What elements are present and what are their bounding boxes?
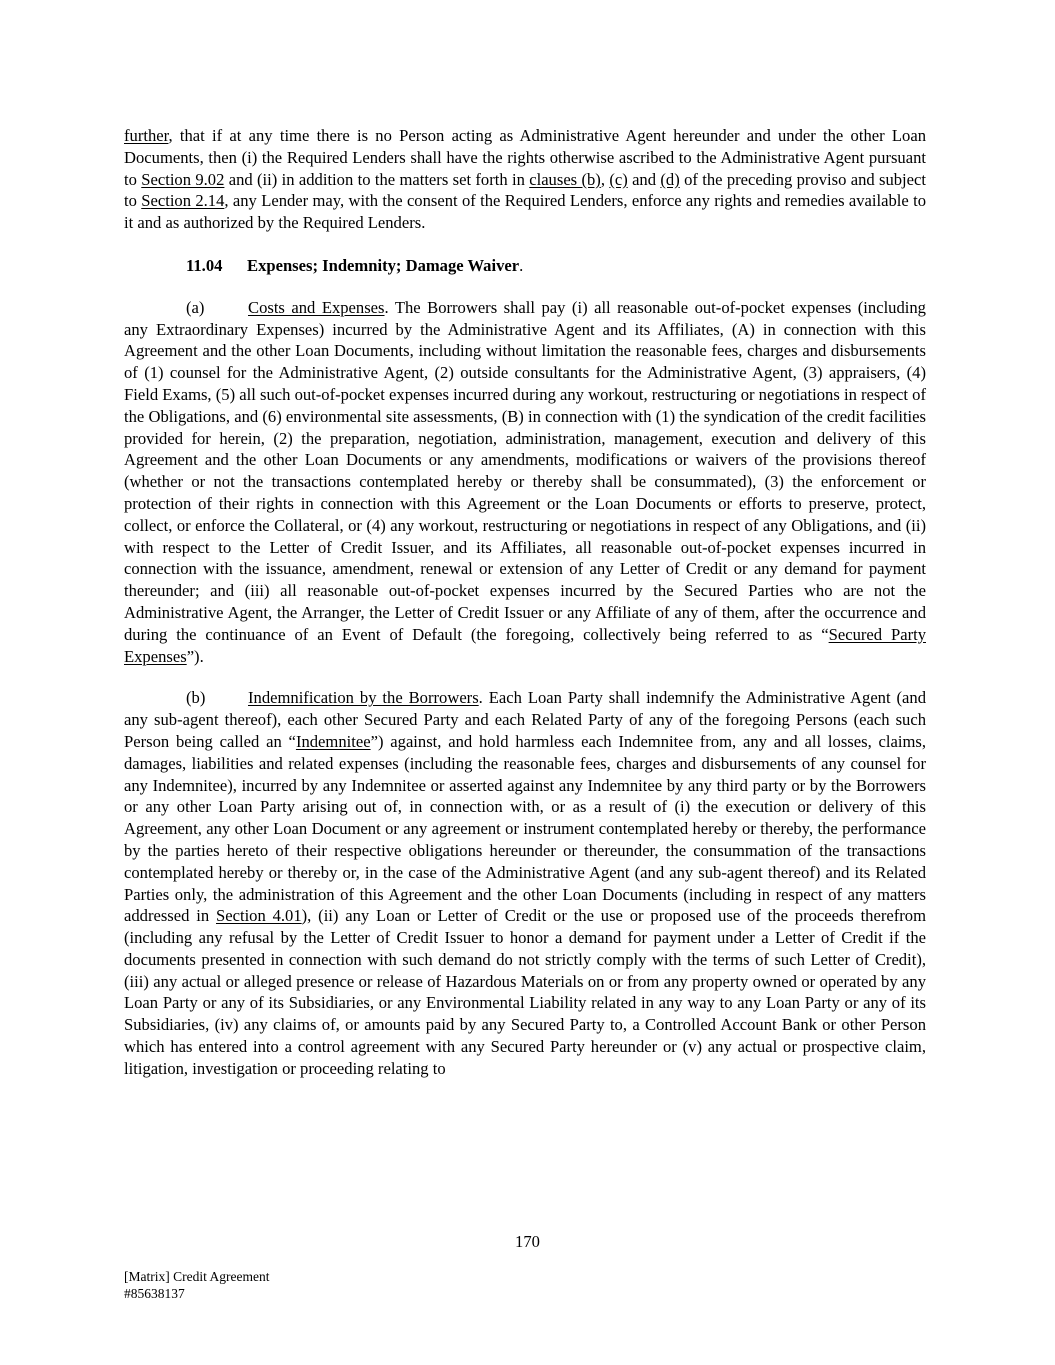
paragraph-a: (a) Costs and Expenses. The Borrowers shall pay (i) all reasonable out-of-pocket expenses (including any Extraordinary Expenses) incurred by the Administrative Agent and its Affiliates, (A) in connection with this Agreement and the other Loan Documents, including without limitation the reasonable fees, charges and disbursements of (1) counsel for the Administrative Agent, (2) outside consultants for the Administrative Agent, (3) appraisers, (4) Field Exams, (5) all such out-of-pocket expenses incurred during any workout, restructuring or negotiations in respect of the Obligations, and (6) environmental site assessments, (B) in connection with (1) the syndication of the credit facilities provided for herein, (2) the preparation, negotiation, administration, management, execution and delivery of this Agreement and the other Loan Documents or any amendments, modifications or waivers of the provisions thereof (whether or not the transactions contemplated hereby or thereby shall be consummated), (3) the enforcement or protection of their rights in connection with this Agreement or the Loan Documents or efforts to preserve, protect, collect, or enforce the Collateral, or (4) any workout, restructuring or negotiations in respect of any Obligations, and (ii) with respect to the Letter of Credit Issuer, and its Affiliates, all reasonable out-of-pocket expenses incurred in connection with the issuance, amendment, renewal or extension of any Letter of Credit or any demand for payment thereunder; and (iii) all reasonable out-of-pocket expenses incurred by the Secured Parties who are not the Administrative Agent, the Arranger, the Letter of Credit Issuer or any Affiliate of any of them, after the occurrence and during the continuance of an Event of Default (the foregoing, collectively being referred to as “Secured Party Expenses”). [124,297,926,666]
term-further: further [124,126,169,145]
term-indemnitee: Indemnitee [295,731,371,751]
paragraph-a-title: Costs and Expenses [248,297,385,317]
ref-clause-d: (d) [660,169,680,189]
ref-clauses-b: clauses (b) [529,169,601,189]
paragraph-b-label: (b) [186,688,206,708]
footer-title: [Matrix] Credit Agreement [124,1269,270,1284]
section-title: Expenses; Indemnity; Damage Waiver [247,255,520,275]
section-number: 11.04 [186,255,223,275]
section-heading: 11.04 Expenses; Indemnity; Damage Waiver. [186,255,524,275]
term-secured-party-expenses: Secured Party Expenses [124,624,926,666]
ref-section-2-14: Section 2.14 [141,191,225,211]
footer-doc-id: #85638137 [124,1286,185,1301]
document-footer [124,1268,269,1302]
paragraph-a-label: (a) [186,297,205,317]
document-body [124,125,926,1080]
page-number: 170 [515,1232,540,1251]
ref-section-9-02: Section 9.02 [141,169,225,189]
continuation-paragraph: further, that if at any time there is no Person acting as Administrative Agent hereunder and under the other Loan Documents, then (i) the Required Lenders shall have the rights otherwise ascribed to the Administrative Agent pursuant to Section 9.02 and (ii) in addition to the matters set forth in clauses (b), (c) and (d) of the preceding proviso and subject to Section 2.14, any Lender may, with the consent of the Required Lenders, enforce any rights and remedies available to it and as authorized by the Required Lenders. [124,126,926,233]
ref-clause-c: (c) [609,169,628,189]
paragraph-b-title: Indemnification by the Borrowers [248,688,479,708]
paragraph-b: (b) Indemnification by the Borrowers. Each Loan Party shall indemnify the Administrative Agent (and any sub-agent thereof), each other Secured Party and each Related Party of any of the foregoing Persons (each such Person being called an “Indemnitee”) against, and hold harmless each Indemnitee from, any and all losses, claims, damages, liabilities and related expenses (including the reasonable fees, charges and disbursements of any counsel for any Indemnitee), incurred by any Indemnitee or asserted against any Indemnitee by any third party or by the Borrowers or any other Loan Party arising out of, in connection with, or as a result of (i) the execution or delivery of this Agreement, any other Loan Document or any agreement or instrument contemplated hereby or thereby, the performance by the parties hereto of their respective obligations hereunder or thereunder, the consummation of the transactions contemplated hereby or thereby or, in the case of the Administrative Agent (and any sub-agent thereof) and its Related Parties only, the administration of this Agreement and the other Loan Documents (including in respect of any matters addressed in Section 4.01), (ii) any Loan or Letter of Credit or the use or proposed use of the proceeds therefrom (including any refusal by the Letter of Credit Issuer to honor a demand for payment under a Letter of Credit if the documents presented in connection with such demand do not strictly comply with the terms of such Letter of Credit), (iii) any actual or alleged presence or release of Hazardous Materials on or from any property owned or operated by any Loan Party or any of its Subsidiaries, or any Environmental Liability related in any way to any Loan Party or any of its Subsidiaries, (iv) any claims of, or amounts paid by any Secured Party to, a Controlled Account Bank or other Person which has entered into a control agreement with any Secured Party hereunder or (v) any actual or prospective claim, litigation, investigation or proceeding relating to [124,688,926,1078]
ref-section-4-01: Section 4.01 [216,906,302,926]
